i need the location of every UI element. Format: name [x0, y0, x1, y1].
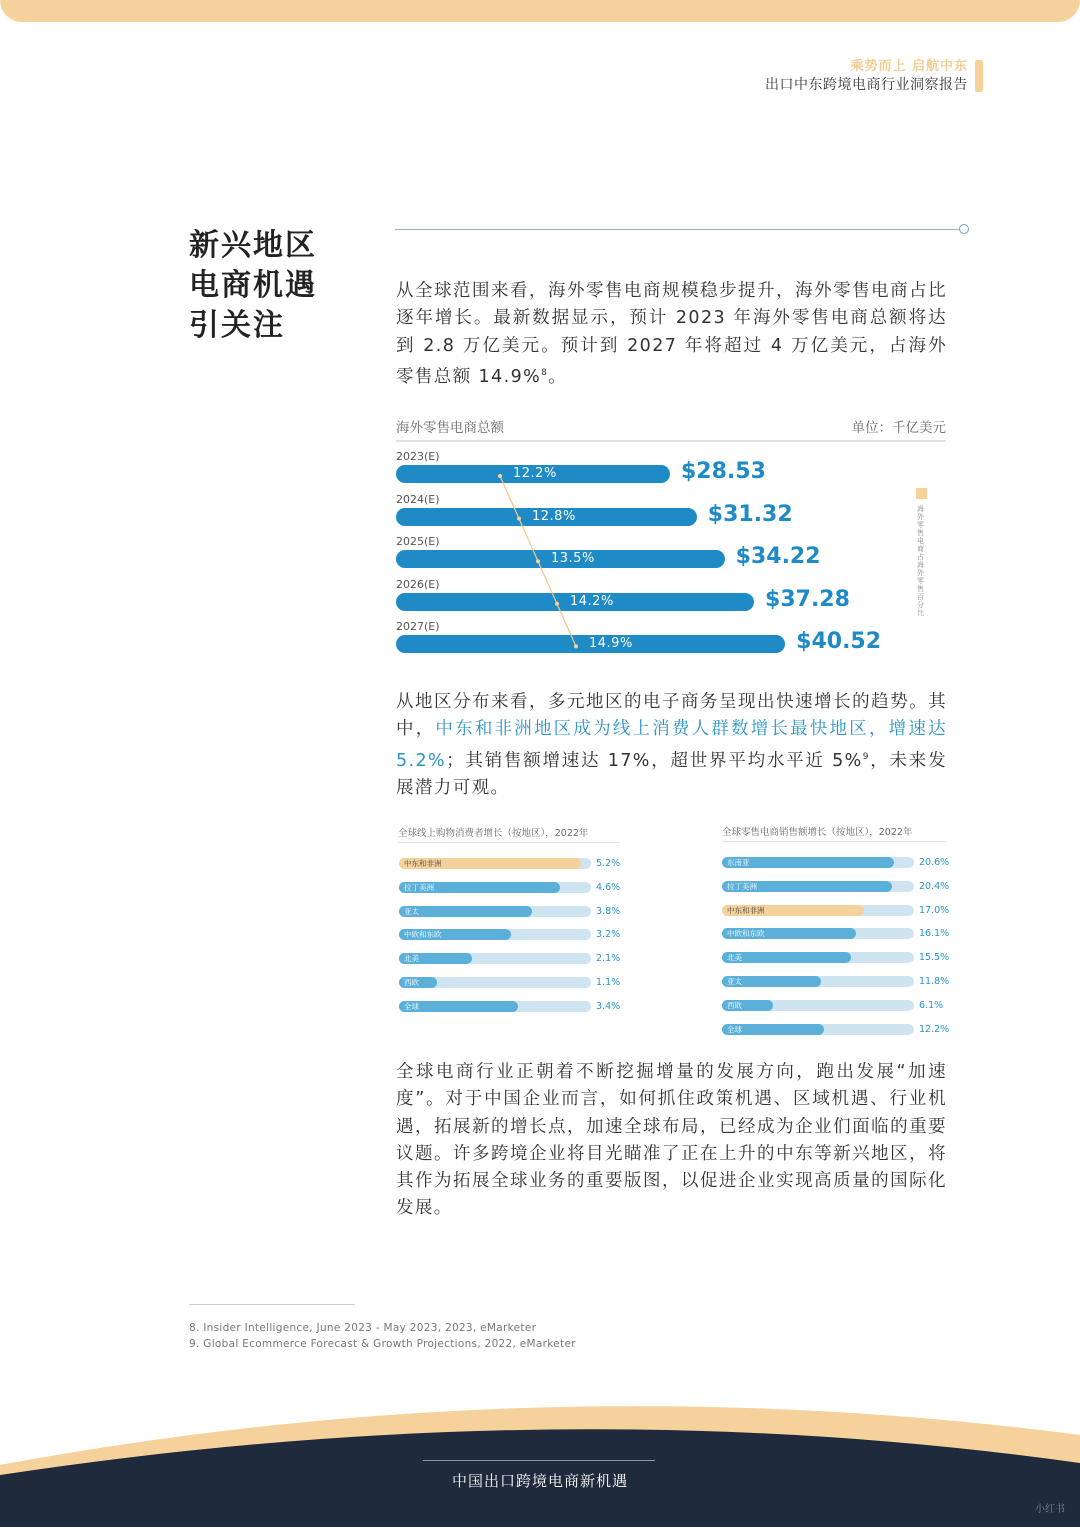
bar-category-label: 拉丁美洲 [404, 882, 434, 892]
bar-category-label: 拉丁美洲 [727, 881, 757, 891]
region-text-mid: ；其销售额增速达 17%，超世界平均水平近 5% [446, 750, 863, 771]
footnote-ref-9: 9 [862, 751, 870, 762]
chart1-title: 海外零售电商总额 [396, 420, 504, 436]
chart1-unit: 单位：千亿美元 [851, 420, 946, 436]
region-highlight: 中东和非洲地区成为线上消费人群数增长最快地区，增速达 5.2% [396, 719, 947, 771]
region-text-pre: 从地区分布来看，多元地区的电子商务呈现出快速增长的趋势。其中， [396, 692, 947, 740]
bar-value-label: 5.2% [596, 858, 621, 869]
bar-category-label: 北美 [727, 953, 742, 963]
bar-value-label: 20.6% [919, 857, 950, 868]
chart1-percent-label: 14.2% [570, 593, 614, 609]
bar-value-label: 11.8% [919, 976, 950, 987]
chart1-year-label: 2024(E) [396, 492, 440, 506]
bar-value-label: 2.1% [596, 953, 621, 965]
chart1-value-label: $34.22 [735, 544, 821, 570]
bar-value-label: 16.1% [919, 928, 950, 940]
section-title-line: 新兴地区 [189, 228, 317, 263]
chart1-percent-point [498, 474, 502, 478]
chart1-legend-swatch [916, 488, 927, 499]
chart1-percent-point [517, 517, 521, 521]
bar-category-label: 亚太 [404, 906, 419, 916]
bar-value-label: 4.6% [596, 881, 621, 893]
footer-divider [423, 1460, 655, 1461]
footer-wave [0, 1395, 1080, 1527]
bar-value-label: 15.5% [919, 952, 950, 964]
section-title-line: 电商机遇 [189, 268, 317, 303]
chart3-title: 全球零售电商销售额增长（按地区），2022年 [722, 827, 913, 838]
footnote-9: 9. Global Ecommerce Forecast & Growth Projections, 2022, eMarketer [189, 1338, 576, 1350]
chart1-percent-point [555, 602, 559, 606]
bar-category-label: 西欧 [404, 978, 419, 987]
header-subtitle: 乘势而上 启航中东 [850, 59, 968, 74]
outlook-paragraph: 全球电商行业正朝着不断挖掘增量的发展方向，跑出发展“加速度”。对于中国企业而言，如何抓住政策机遇、区域机遇、行业机遇，拓展新的增长点，加速全球布局，已经成为企业们面临的重要议题。许多跨境企业将目光瞄准了正在上升的中东等新兴地区，将其作为拓展全球业务的重要版图，以促进企业实现高质量的国际化发展。 [396, 1062, 947, 1219]
chart1-value-label: $28.53 [681, 459, 766, 484]
bar-value-label: 3.4% [596, 1000, 621, 1012]
bar-value-label: 1.1% [596, 977, 621, 988]
chart1-year-label: 2025(E) [396, 535, 440, 549]
chart2-rule [398, 842, 620, 843]
bar-category-label: 中欧和东欧 [727, 929, 765, 939]
bar-category-label: 全球 [727, 1024, 742, 1034]
chart1-value-label: $37.28 [765, 586, 850, 612]
bar-category-label: 北美 [404, 954, 419, 964]
bar-value-label: 20.4% [919, 880, 950, 892]
chart1-year-label: 2023(E) [396, 450, 440, 463]
bar-category-label: 中东和非洲 [727, 905, 765, 915]
bar-category-label: 全球 [404, 1001, 419, 1011]
chart1-value-label: $40.52 [796, 629, 882, 655]
chart1-percent-label: 12.8% [532, 508, 576, 524]
chart1-percent-point [536, 559, 540, 563]
header-title: 出口中东跨境电商行业洞察报告 [765, 77, 968, 93]
region-text-end: ，未来发展潜力可观。 [396, 750, 947, 798]
bar-value-label: 6.1% [919, 999, 944, 1011]
chart3-rule [722, 841, 946, 842]
bar-category-label: 亚太 [727, 977, 742, 986]
chart1-year-label: 2026(E) [396, 577, 440, 591]
chart1-percent-label: 14.9% [589, 636, 633, 652]
chart1-percent-point [574, 644, 578, 648]
bar-value-label: 17.0% [919, 904, 950, 916]
intro-text: 从全球范围来看，海外零售电商规模稳步提升，海外零售电商占比逐年增长。最新数据显示，预计 2023 年海外零售电商总额将达到 2.8 万亿美元。预计到 2027 年将超过 4 万亿美元，占海外零售总额 14.9% [396, 281, 947, 387]
bar-category-label: 西欧 [727, 1000, 742, 1010]
bar-category-label: 中东和非洲 [404, 859, 442, 868]
footnote-divider [189, 1304, 355, 1305]
watermark-logo: 小红书 [1035, 1504, 1065, 1515]
chart2-title: 全球线上购物消费者增长（按地区），2022年 [398, 828, 589, 839]
footnote-ref-8: 8 [541, 367, 549, 378]
chart1-percent-label: 12.2% [513, 466, 557, 481]
footer-title: 中国出口跨境电商新机遇 [451, 1472, 628, 1490]
chart1-legend-label: 海外零售电商占海外零售百分比 [917, 505, 924, 617]
bar-value-label: 3.2% [596, 929, 621, 941]
bar-value-label: 12.2% [919, 1023, 950, 1035]
chart1-year-label: 2027(E) [396, 620, 440, 634]
footnote-8: 8. Insider Intelligence, June 2023 - May 2023, 2023, eMarketer [189, 1322, 537, 1334]
chart1-value-label: $31.32 [707, 501, 793, 527]
section-title-line: 引关注 [189, 308, 285, 343]
intro-end: 。 [548, 366, 568, 387]
chart1-percent-label: 13.5% [551, 551, 595, 567]
bar-category-label: 东南亚 [727, 858, 750, 867]
bar-category-label: 中欧和东欧 [404, 930, 442, 940]
region-paragraph [396, 689, 947, 802]
bar-value-label: 3.8% [596, 905, 621, 917]
